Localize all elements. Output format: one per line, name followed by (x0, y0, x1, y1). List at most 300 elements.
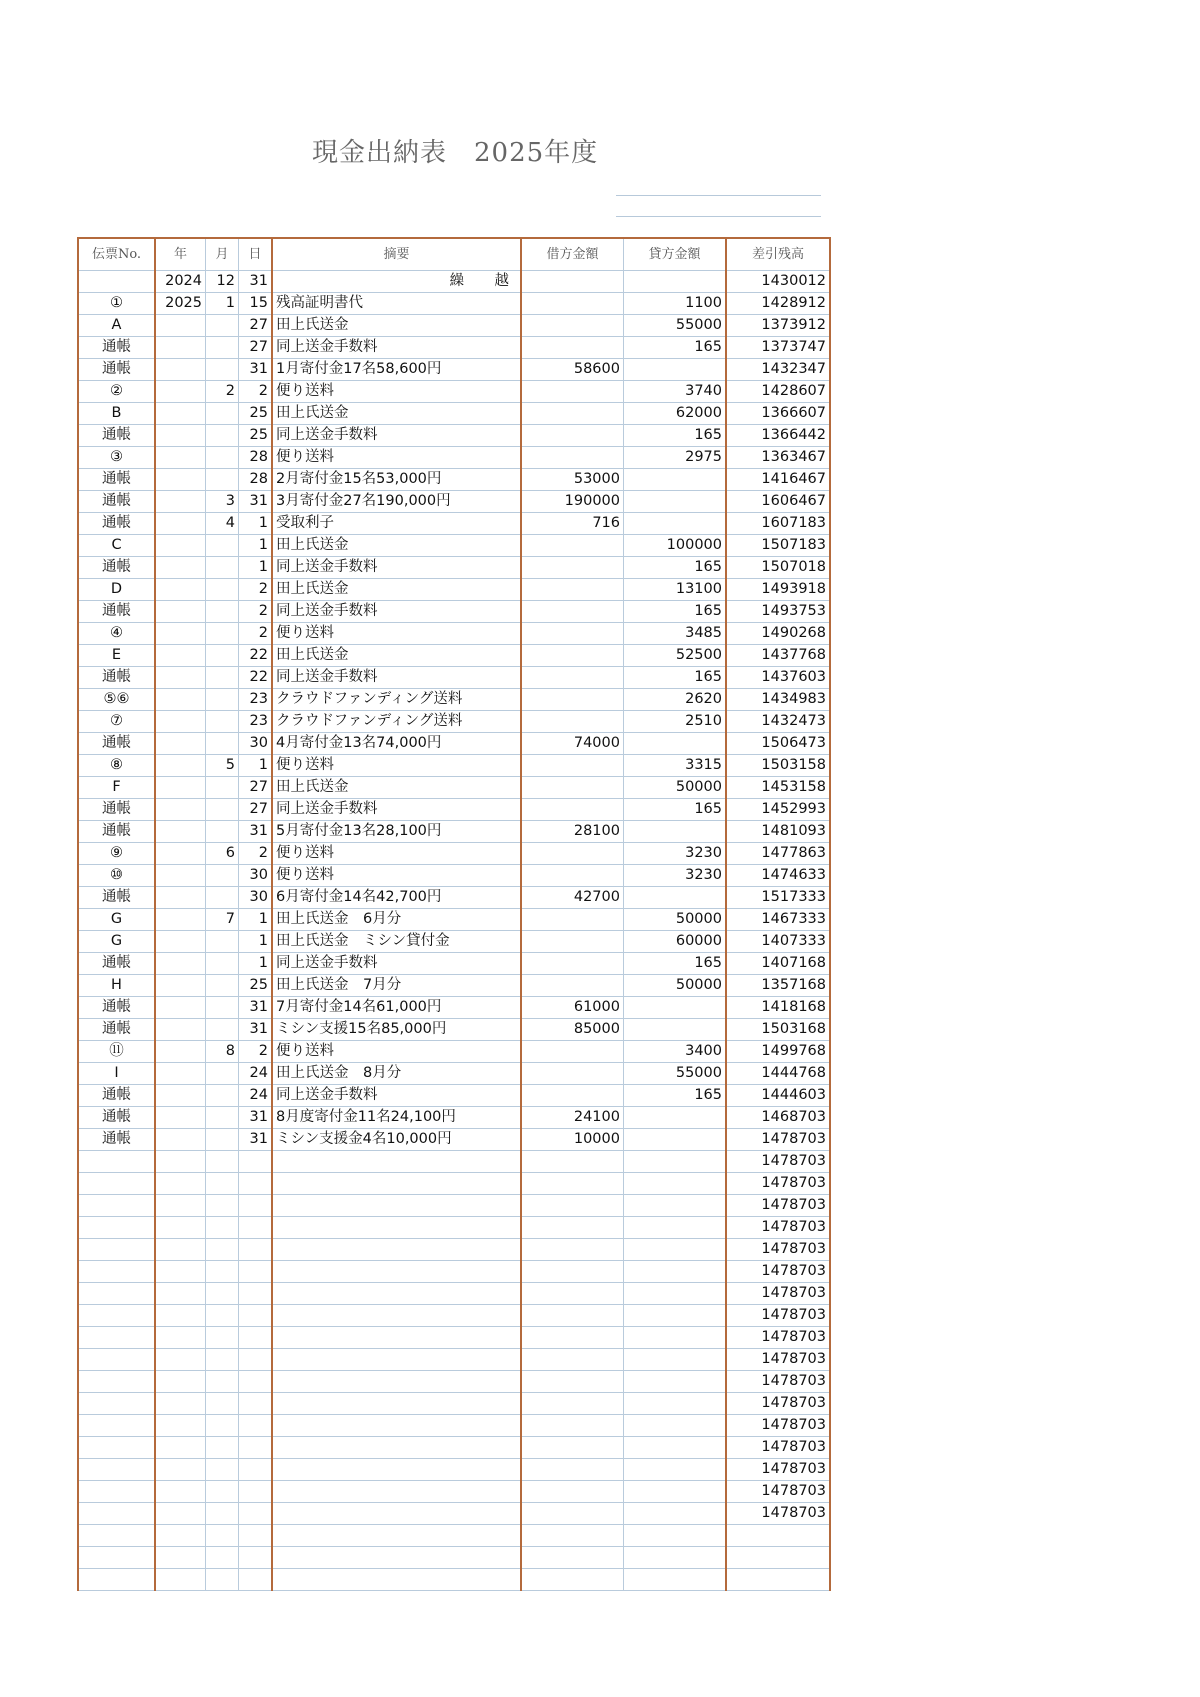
debit-cell (521, 1437, 624, 1459)
year-cell (155, 733, 206, 755)
description-cell: 8月度寄付金11名24,100円 (272, 1107, 521, 1129)
month-cell (206, 1019, 239, 1041)
balance-cell: 1478703 (726, 1283, 830, 1305)
debit-cell: 42700 (521, 887, 624, 909)
year-cell (155, 1415, 206, 1437)
debit-cell (521, 865, 624, 887)
year-cell (155, 381, 206, 403)
voucher-no-cell: ⑨ (78, 843, 155, 865)
table-row (78, 997, 830, 1019)
day-cell: 24 (239, 1085, 273, 1107)
description-cell: 1月寄付金17名58,600円 (272, 359, 521, 381)
voucher-no-cell: B (78, 403, 155, 425)
voucher-no-cell (78, 1481, 155, 1503)
voucher-no-cell (78, 1305, 155, 1327)
year-cell: 2025 (155, 293, 206, 315)
debit-cell (521, 1459, 624, 1481)
debit-cell (521, 953, 624, 975)
table-row (78, 1437, 830, 1459)
description-cell: 便り送料 (272, 1041, 521, 1063)
header-row (78, 238, 830, 271)
table-row (78, 1305, 830, 1327)
voucher-no-cell (78, 1459, 155, 1481)
balance-cell: 1407168 (726, 953, 830, 975)
description-cell: 繰 越 (272, 271, 521, 293)
day-cell: 31 (239, 997, 273, 1019)
month-cell: 8 (206, 1041, 239, 1063)
description-cell (272, 1393, 521, 1415)
debit-cell (521, 1415, 624, 1437)
debit-cell (521, 1195, 624, 1217)
day-cell: 27 (239, 799, 273, 821)
voucher-no-cell: 通帳 (78, 1107, 155, 1129)
description-cell: 受取利子 (272, 513, 521, 535)
year-cell (155, 997, 206, 1019)
credit-cell: 55000 (624, 1063, 727, 1085)
voucher-no-cell (78, 1151, 155, 1173)
month-cell (206, 535, 239, 557)
month-cell (206, 777, 239, 799)
month-cell (206, 1393, 239, 1415)
voucher-no-cell: ④ (78, 623, 155, 645)
signature-line (616, 195, 821, 196)
balance-cell: 1434983 (726, 689, 830, 711)
debit-cell (521, 1393, 624, 1415)
table-row (78, 1481, 830, 1503)
year-cell (155, 865, 206, 887)
debit-cell (521, 1217, 624, 1239)
year-cell (155, 403, 206, 425)
balance-cell: 1478703 (726, 1195, 830, 1217)
debit-cell (521, 1261, 624, 1283)
table-row (78, 689, 830, 711)
month-cell (206, 1371, 239, 1393)
debit-cell (521, 535, 624, 557)
balance-cell (726, 1569, 830, 1591)
credit-cell (624, 1173, 727, 1195)
day-cell: 28 (239, 447, 273, 469)
table-row (78, 799, 830, 821)
voucher-no-cell (78, 1569, 155, 1591)
year-cell (155, 1085, 206, 1107)
credit-cell: 3485 (624, 623, 727, 645)
credit-cell: 165 (624, 1085, 727, 1107)
voucher-no-cell (78, 1503, 155, 1525)
year-cell (155, 425, 206, 447)
day-cell (239, 1173, 273, 1195)
month-cell (206, 425, 239, 447)
description-cell: 田上氏送金 (272, 535, 521, 557)
credit-cell (624, 1547, 727, 1569)
description-cell (272, 1239, 521, 1261)
description-cell: 田上氏送金 (272, 315, 521, 337)
voucher-no-cell (78, 1393, 155, 1415)
balance-cell: 1503158 (726, 755, 830, 777)
day-cell: 22 (239, 667, 273, 689)
debit-cell: 28100 (521, 821, 624, 843)
balance-cell: 1478703 (726, 1393, 830, 1415)
table-row (78, 821, 830, 843)
description-cell: 田上氏送金 8月分 (272, 1063, 521, 1085)
description-cell: 同上送金手数料 (272, 1085, 521, 1107)
voucher-no-cell: ⑦ (78, 711, 155, 733)
credit-cell (624, 1415, 727, 1437)
voucher-no-cell (78, 1283, 155, 1305)
credit-cell (624, 1195, 727, 1217)
month-cell (206, 1481, 239, 1503)
voucher-no-cell: 通帳 (78, 997, 155, 1019)
credit-cell (624, 1283, 727, 1305)
month-cell (206, 887, 239, 909)
month-cell (206, 1437, 239, 1459)
debit-cell (521, 645, 624, 667)
day-cell: 30 (239, 865, 273, 887)
month-cell (206, 557, 239, 579)
balance-cell: 1493918 (726, 579, 830, 601)
year-cell (155, 1371, 206, 1393)
description-cell: 田上氏送金 (272, 777, 521, 799)
description-cell: 田上氏送金 (272, 403, 521, 425)
credit-cell: 60000 (624, 931, 727, 953)
voucher-no-cell: E (78, 645, 155, 667)
debit-cell (521, 711, 624, 733)
debit-cell (521, 667, 624, 689)
description-cell: 同上送金手数料 (272, 337, 521, 359)
year-cell (155, 1305, 206, 1327)
balance-cell: 1418168 (726, 997, 830, 1019)
credit-cell (624, 821, 727, 843)
year-cell (155, 843, 206, 865)
credit-cell: 2510 (624, 711, 727, 733)
description-cell (272, 1371, 521, 1393)
balance-cell: 1478703 (726, 1503, 830, 1525)
month-cell (206, 315, 239, 337)
year-cell (155, 1129, 206, 1151)
debit-cell (521, 271, 624, 293)
debit-cell (521, 799, 624, 821)
credit-cell: 55000 (624, 315, 727, 337)
month-cell: 5 (206, 755, 239, 777)
table-row (78, 469, 830, 491)
day-cell (239, 1415, 273, 1437)
voucher-no-cell: 通帳 (78, 359, 155, 381)
voucher-no-cell: G (78, 909, 155, 931)
balance-cell: 1437603 (726, 667, 830, 689)
balance-cell: 1507018 (726, 557, 830, 579)
month-cell (206, 1173, 239, 1195)
debit-cell (521, 557, 624, 579)
year-cell (155, 1547, 206, 1569)
credit-cell: 1100 (624, 293, 727, 315)
year-cell (155, 491, 206, 513)
debit-cell (521, 755, 624, 777)
month-cell (206, 1283, 239, 1305)
voucher-no-cell: ③ (78, 447, 155, 469)
credit-cell (624, 1129, 727, 1151)
debit-cell (521, 1569, 624, 1591)
balance-cell: 1478703 (726, 1129, 830, 1151)
credit-cell (624, 469, 727, 491)
debit-cell (521, 1481, 624, 1503)
debit-cell (521, 1525, 624, 1547)
month-cell (206, 1569, 239, 1591)
year-cell (155, 1217, 206, 1239)
month-cell (206, 337, 239, 359)
credit-cell: 165 (624, 953, 727, 975)
day-cell (239, 1393, 273, 1415)
month-cell (206, 1503, 239, 1525)
balance-cell: 1444603 (726, 1085, 830, 1107)
table-row (78, 1393, 830, 1415)
balance-cell: 1452993 (726, 799, 830, 821)
year-cell (155, 1041, 206, 1063)
table-row (78, 887, 830, 909)
table-row (78, 865, 830, 887)
description-cell (272, 1525, 521, 1547)
voucher-no-cell (78, 1217, 155, 1239)
month-cell (206, 1349, 239, 1371)
day-cell: 2 (239, 381, 273, 403)
month-cell (206, 1129, 239, 1151)
month-cell (206, 1305, 239, 1327)
day-cell: 31 (239, 271, 273, 293)
month-cell (206, 1415, 239, 1437)
description-cell: 同上送金手数料 (272, 953, 521, 975)
balance-cell: 1478703 (726, 1327, 830, 1349)
description-cell: 4月寄付金13名74,000円 (272, 733, 521, 755)
table-row (78, 931, 830, 953)
day-cell (239, 1481, 273, 1503)
table-row (78, 667, 830, 689)
balance-cell: 1478703 (726, 1151, 830, 1173)
credit-cell: 165 (624, 337, 727, 359)
debit-cell (521, 1503, 624, 1525)
description-cell: 2月寄付金15名53,000円 (272, 469, 521, 491)
year-cell (155, 1173, 206, 1195)
credit-cell (624, 1481, 727, 1503)
year-cell (155, 623, 206, 645)
day-cell (239, 1327, 273, 1349)
day-cell (239, 1569, 273, 1591)
table-row (78, 1349, 830, 1371)
description-cell: クラウドファンディング送料 (272, 689, 521, 711)
month-cell (206, 689, 239, 711)
voucher-no-cell: 通帳 (78, 733, 155, 755)
year-cell (155, 535, 206, 557)
table-row (78, 1283, 830, 1305)
year-cell (155, 975, 206, 997)
debit-cell (521, 623, 624, 645)
month-cell (206, 623, 239, 645)
balance-cell: 1478703 (726, 1217, 830, 1239)
balance-cell: 1428912 (726, 293, 830, 315)
balance-cell: 1477863 (726, 843, 830, 865)
table-row (78, 513, 830, 535)
credit-cell (624, 1349, 727, 1371)
day-cell: 25 (239, 425, 273, 447)
month-cell (206, 1107, 239, 1129)
debit-cell: 190000 (521, 491, 624, 513)
credit-cell: 50000 (624, 975, 727, 997)
description-cell (272, 1151, 521, 1173)
year-cell (155, 711, 206, 733)
year-cell (155, 953, 206, 975)
debit-cell (521, 601, 624, 623)
credit-cell (624, 1393, 727, 1415)
day-cell (239, 1525, 273, 1547)
day-cell: 31 (239, 1019, 273, 1041)
voucher-no-cell: 通帳 (78, 601, 155, 623)
year-cell (155, 1327, 206, 1349)
credit-cell: 50000 (624, 777, 727, 799)
day-cell (239, 1503, 273, 1525)
description-cell: 3月寄付金27名190,000円 (272, 491, 521, 513)
month-cell (206, 1239, 239, 1261)
day-cell: 24 (239, 1063, 273, 1085)
credit-cell (624, 1569, 727, 1591)
description-cell: ミシン支援15名85,000円 (272, 1019, 521, 1041)
voucher-no-cell: 通帳 (78, 513, 155, 535)
table-row (78, 271, 830, 293)
credit-cell: 3230 (624, 843, 727, 865)
month-cell (206, 359, 239, 381)
balance-cell: 1481093 (726, 821, 830, 843)
month-cell (206, 733, 239, 755)
table-row (78, 403, 830, 425)
day-cell (239, 1437, 273, 1459)
debit-cell: 53000 (521, 469, 624, 491)
month-cell (206, 667, 239, 689)
credit-cell: 165 (624, 799, 727, 821)
year-cell (155, 1393, 206, 1415)
month-cell (206, 1085, 239, 1107)
day-cell: 1 (239, 953, 273, 975)
voucher-no-cell: I (78, 1063, 155, 1085)
year-cell (155, 667, 206, 689)
month-cell (206, 469, 239, 491)
day-cell (239, 1151, 273, 1173)
table-row (78, 733, 830, 755)
header-debit: 借方金額 (521, 238, 624, 271)
debit-cell (521, 403, 624, 425)
table-row (78, 1503, 830, 1525)
debit-cell (521, 447, 624, 469)
month-cell (206, 931, 239, 953)
balance-cell: 1478703 (726, 1481, 830, 1503)
day-cell: 27 (239, 777, 273, 799)
debit-cell: 74000 (521, 733, 624, 755)
credit-cell: 165 (624, 601, 727, 623)
header-month: 月 (206, 238, 239, 271)
debit-cell (521, 975, 624, 997)
balance-cell: 1474633 (726, 865, 830, 887)
day-cell: 2 (239, 579, 273, 601)
balance-cell: 1506473 (726, 733, 830, 755)
month-cell: 12 (206, 271, 239, 293)
month-cell (206, 403, 239, 425)
credit-cell (624, 733, 727, 755)
balance-cell: 1453158 (726, 777, 830, 799)
table-row (78, 975, 830, 997)
description-cell: 便り送料 (272, 865, 521, 887)
voucher-no-cell (78, 271, 155, 293)
balance-cell: 1363467 (726, 447, 830, 469)
day-cell: 25 (239, 975, 273, 997)
voucher-no-cell: 通帳 (78, 491, 155, 513)
table-row (78, 381, 830, 403)
table-row (78, 711, 830, 733)
month-cell: 6 (206, 843, 239, 865)
table-row (78, 491, 830, 513)
table-row (78, 1327, 830, 1349)
table-row (78, 1041, 830, 1063)
day-cell: 1 (239, 513, 273, 535)
table-row (78, 777, 830, 799)
year-cell (155, 1261, 206, 1283)
description-cell (272, 1195, 521, 1217)
table-row (78, 755, 830, 777)
description-cell: ミシン支援金4名10,000円 (272, 1129, 521, 1151)
credit-cell (624, 1437, 727, 1459)
month-cell: 1 (206, 293, 239, 315)
month-cell (206, 601, 239, 623)
description-cell (272, 1415, 521, 1437)
description-cell (272, 1173, 521, 1195)
month-cell (206, 1547, 239, 1569)
voucher-no-cell: H (78, 975, 155, 997)
debit-cell (521, 1547, 624, 1569)
debit-cell (521, 909, 624, 931)
description-cell: 同上送金手数料 (272, 799, 521, 821)
table-row (78, 337, 830, 359)
balance-cell: 1373912 (726, 315, 830, 337)
balance-cell: 1478703 (726, 1261, 830, 1283)
table-row (78, 579, 830, 601)
table-row (78, 425, 830, 447)
debit-cell (521, 579, 624, 601)
credit-cell (624, 887, 727, 909)
day-cell: 30 (239, 733, 273, 755)
signature-line (616, 216, 821, 217)
month-cell (206, 1151, 239, 1173)
debit-cell: 716 (521, 513, 624, 535)
balance-cell: 1493753 (726, 601, 830, 623)
balance-cell: 1467333 (726, 909, 830, 931)
year-cell (155, 755, 206, 777)
month-cell (206, 953, 239, 975)
description-cell: 残高証明書代 (272, 293, 521, 315)
credit-cell: 3230 (624, 865, 727, 887)
day-cell: 27 (239, 315, 273, 337)
table-row (78, 909, 830, 931)
balance-cell: 1428607 (726, 381, 830, 403)
year-cell (155, 557, 206, 579)
table-row (78, 1415, 830, 1437)
day-cell: 2 (239, 623, 273, 645)
debit-cell (521, 1349, 624, 1371)
table-row (78, 1217, 830, 1239)
debit-cell (521, 1239, 624, 1261)
table-row (78, 535, 830, 557)
credit-cell (624, 1239, 727, 1261)
year-cell (155, 931, 206, 953)
credit-cell (624, 1305, 727, 1327)
day-cell (239, 1349, 273, 1371)
month-cell (206, 711, 239, 733)
voucher-no-cell: C (78, 535, 155, 557)
day-cell: 1 (239, 557, 273, 579)
day-cell (239, 1217, 273, 1239)
